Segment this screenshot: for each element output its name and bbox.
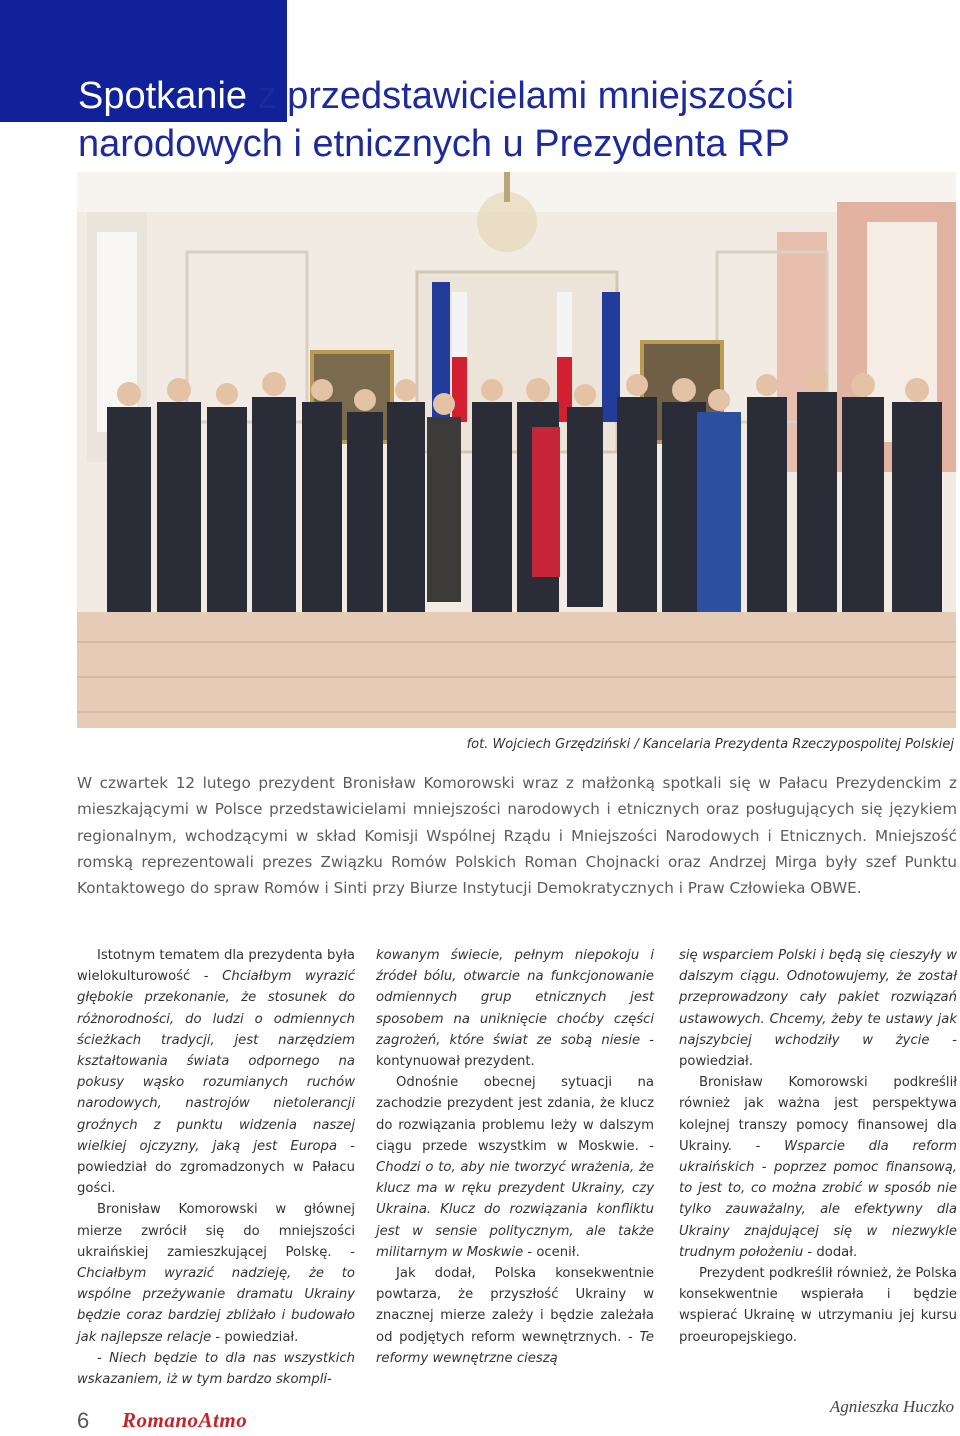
col2-p2-text: Jak dodał, Polska konsekwentnie powtarza, że przyszłość Ukrainy w znacznej mierze zależy i będzie zależała od podjętych reform wewnętrznych. - xyxy=(376,1266,654,1345)
column-1 xyxy=(77,945,355,1390)
title-highlight: Spotkanie xyxy=(78,75,248,117)
column-3 xyxy=(679,945,957,1348)
group-photo xyxy=(77,172,956,728)
col1-paragraph-2 xyxy=(77,1199,355,1347)
title-line2: narodowych i etnicznych u Prezydenta RP xyxy=(78,123,790,165)
page-title xyxy=(78,72,948,168)
col1-p2-quote: Chciałbym wyrazić nadzieję, że to wspólne przeżywanie dramatu Ukrainy będzie coraz bardziej zbliżało i budowało jak najlepsze relacje xyxy=(77,1266,355,1345)
col1-p2-text: Bronisław Komorowski w głównej mierze zwrócił się do mniejszości ukraińskiej zamieszkującej Polskę. - xyxy=(77,1202,355,1260)
col1-p1-text: Istotnym tematem dla prezydenta była wielokulturowość - xyxy=(77,948,355,985)
col3-p1-text: Bronisław Komorowski podkreślił również jak ważna jest perspektywa kolejnej transzy pomocy finansowej dla Ukrainy. - xyxy=(679,1075,957,1154)
col1-p1-quote: Chciałbym wyrazić głębokie przekonanie, że stosunek do różnorodności, do ludzi o odmiennych ścieżkach tradycji, jest narzędziem kształtowania świata odpornego na pokusy wąsko rozumianych ruchów narodowych, nastrojów nietolerancji groźnych z punktu widzenia naszej wielkiej ojczyzny, jaką jest Europa xyxy=(77,969,355,1154)
col2-paragraph-2 xyxy=(376,1263,654,1369)
col3-p1-quote: Wsparcie dla reform ukraińskich - poprzez pomoc finansową, to jest to, co można zrobić w sposób nie tylko zauważalny, ale efektywny dla Ukrainy znajdującej się w niezwykle trudnym położeniu xyxy=(679,1138,957,1260)
photo-caption: fot. Wojciech Grzędziński / Kancelaria Prezydenta Rzeczypospolitej Polskiej xyxy=(466,737,954,752)
col2-p1-tail: - ocenił. xyxy=(523,1244,580,1260)
col3-paragraph-0 xyxy=(679,945,957,1072)
col1-p1-tail: - powiedział do zgromadzonych w Pałacu gości. xyxy=(77,1138,356,1197)
col3-p0-tail: - powiedział. xyxy=(679,1032,958,1070)
col1-paragraph-3 xyxy=(77,1348,355,1390)
col2-p0-quote: kowanym świecie, pełnym niepokoju i źródeł bólu, otwarcie na funkcjonowanie odmiennych grup etnicznych jest sposobem na uniknięcie choćby części zagrożeń, które świat ze sobą niesie xyxy=(376,948,654,1048)
col1-p3-quote: - Niech będzie to dla nas wszystkich wskazaniem, iż w tym bardzo skompli- xyxy=(77,1350,355,1388)
col3-paragraph-1 xyxy=(679,1072,957,1263)
col1-p2-tail: - powiedział. xyxy=(211,1329,299,1345)
col1-paragraph-1 xyxy=(77,945,355,1199)
group-photo-illustration xyxy=(77,172,956,728)
column-2 xyxy=(376,945,654,1369)
magazine-logo: RomanoAtmo xyxy=(122,1408,248,1432)
col2-paragraph-1 xyxy=(376,1072,654,1263)
col2-p1-quote: Chodzi o to, aby nie tworzyć wrażenia, że klucz ma w ręku prezydent Ukrainy, czy Ukraina. Klucz do rozwiązania konfliktu jest w sensie politycznym, ale także militarnym w Moskwie xyxy=(376,1160,654,1260)
col3-p1-tail: - dodał. xyxy=(803,1244,858,1260)
title-line1-rest: z przedstawicielami mniejszości xyxy=(247,75,794,117)
col3-paragraph-2 xyxy=(679,1263,957,1348)
lead-paragraph: W czwartek 12 lutego prezydent Bronisław Komorowski wraz z małżonką spotkali się w Pałacu Prezydenckim z mieszkającymi w Polsce przedstawicielami mniejszości narodowych i etnicznych oraz posługujących się językiem regionalnym, wchodzącymi w skład Komisji Wspólnej Rządu i Mniejszości Narodowych i Etnicznych. Mniejszość romską reprezentowali prezes Związku Romów Polskich Roman Chojnacki oraz Andrzej Mirga były szef Punktu Kontaktowego do spraw Romów i Sinti przy Biurze Instytucji Demokratycznych i Praw Człowieka OBWE. xyxy=(77,774,957,898)
col2-p1-text: Odnośnie obecnej sytuacji na zachodzie prezydent jest zdania, że klucz do rozwiązania problemu leży w dalszym ciągu przede wszystkim w Moskwie. - xyxy=(376,1075,654,1154)
col3-p0-quote: się wsparciem Polski i będą się cieszyły w dalszym ciągu. Odnotowujemy, że został przeprowadzony cały pakiet rozwiązań ustawowych. Chcemy, żeby te ustawy jak najszybciej wchodziły w życie xyxy=(679,948,957,1048)
col3-p2-text: Prezydent podkreślił również, że Polska konsekwentnie wspierała i będzie wspierać Ukrainę w utrzymaniu jej kursu proeuropejskiego. xyxy=(679,1266,957,1345)
page-number: 6 xyxy=(77,1408,90,1433)
col2-paragraph-0 xyxy=(376,945,654,1072)
author-signature: Agnieszka Huczko xyxy=(829,1397,954,1416)
col2-p0-tail: - kontynuował prezydent. xyxy=(376,1032,654,1070)
col2-p2-quote: Te reformy wewnętrzne cieszą xyxy=(376,1329,654,1366)
